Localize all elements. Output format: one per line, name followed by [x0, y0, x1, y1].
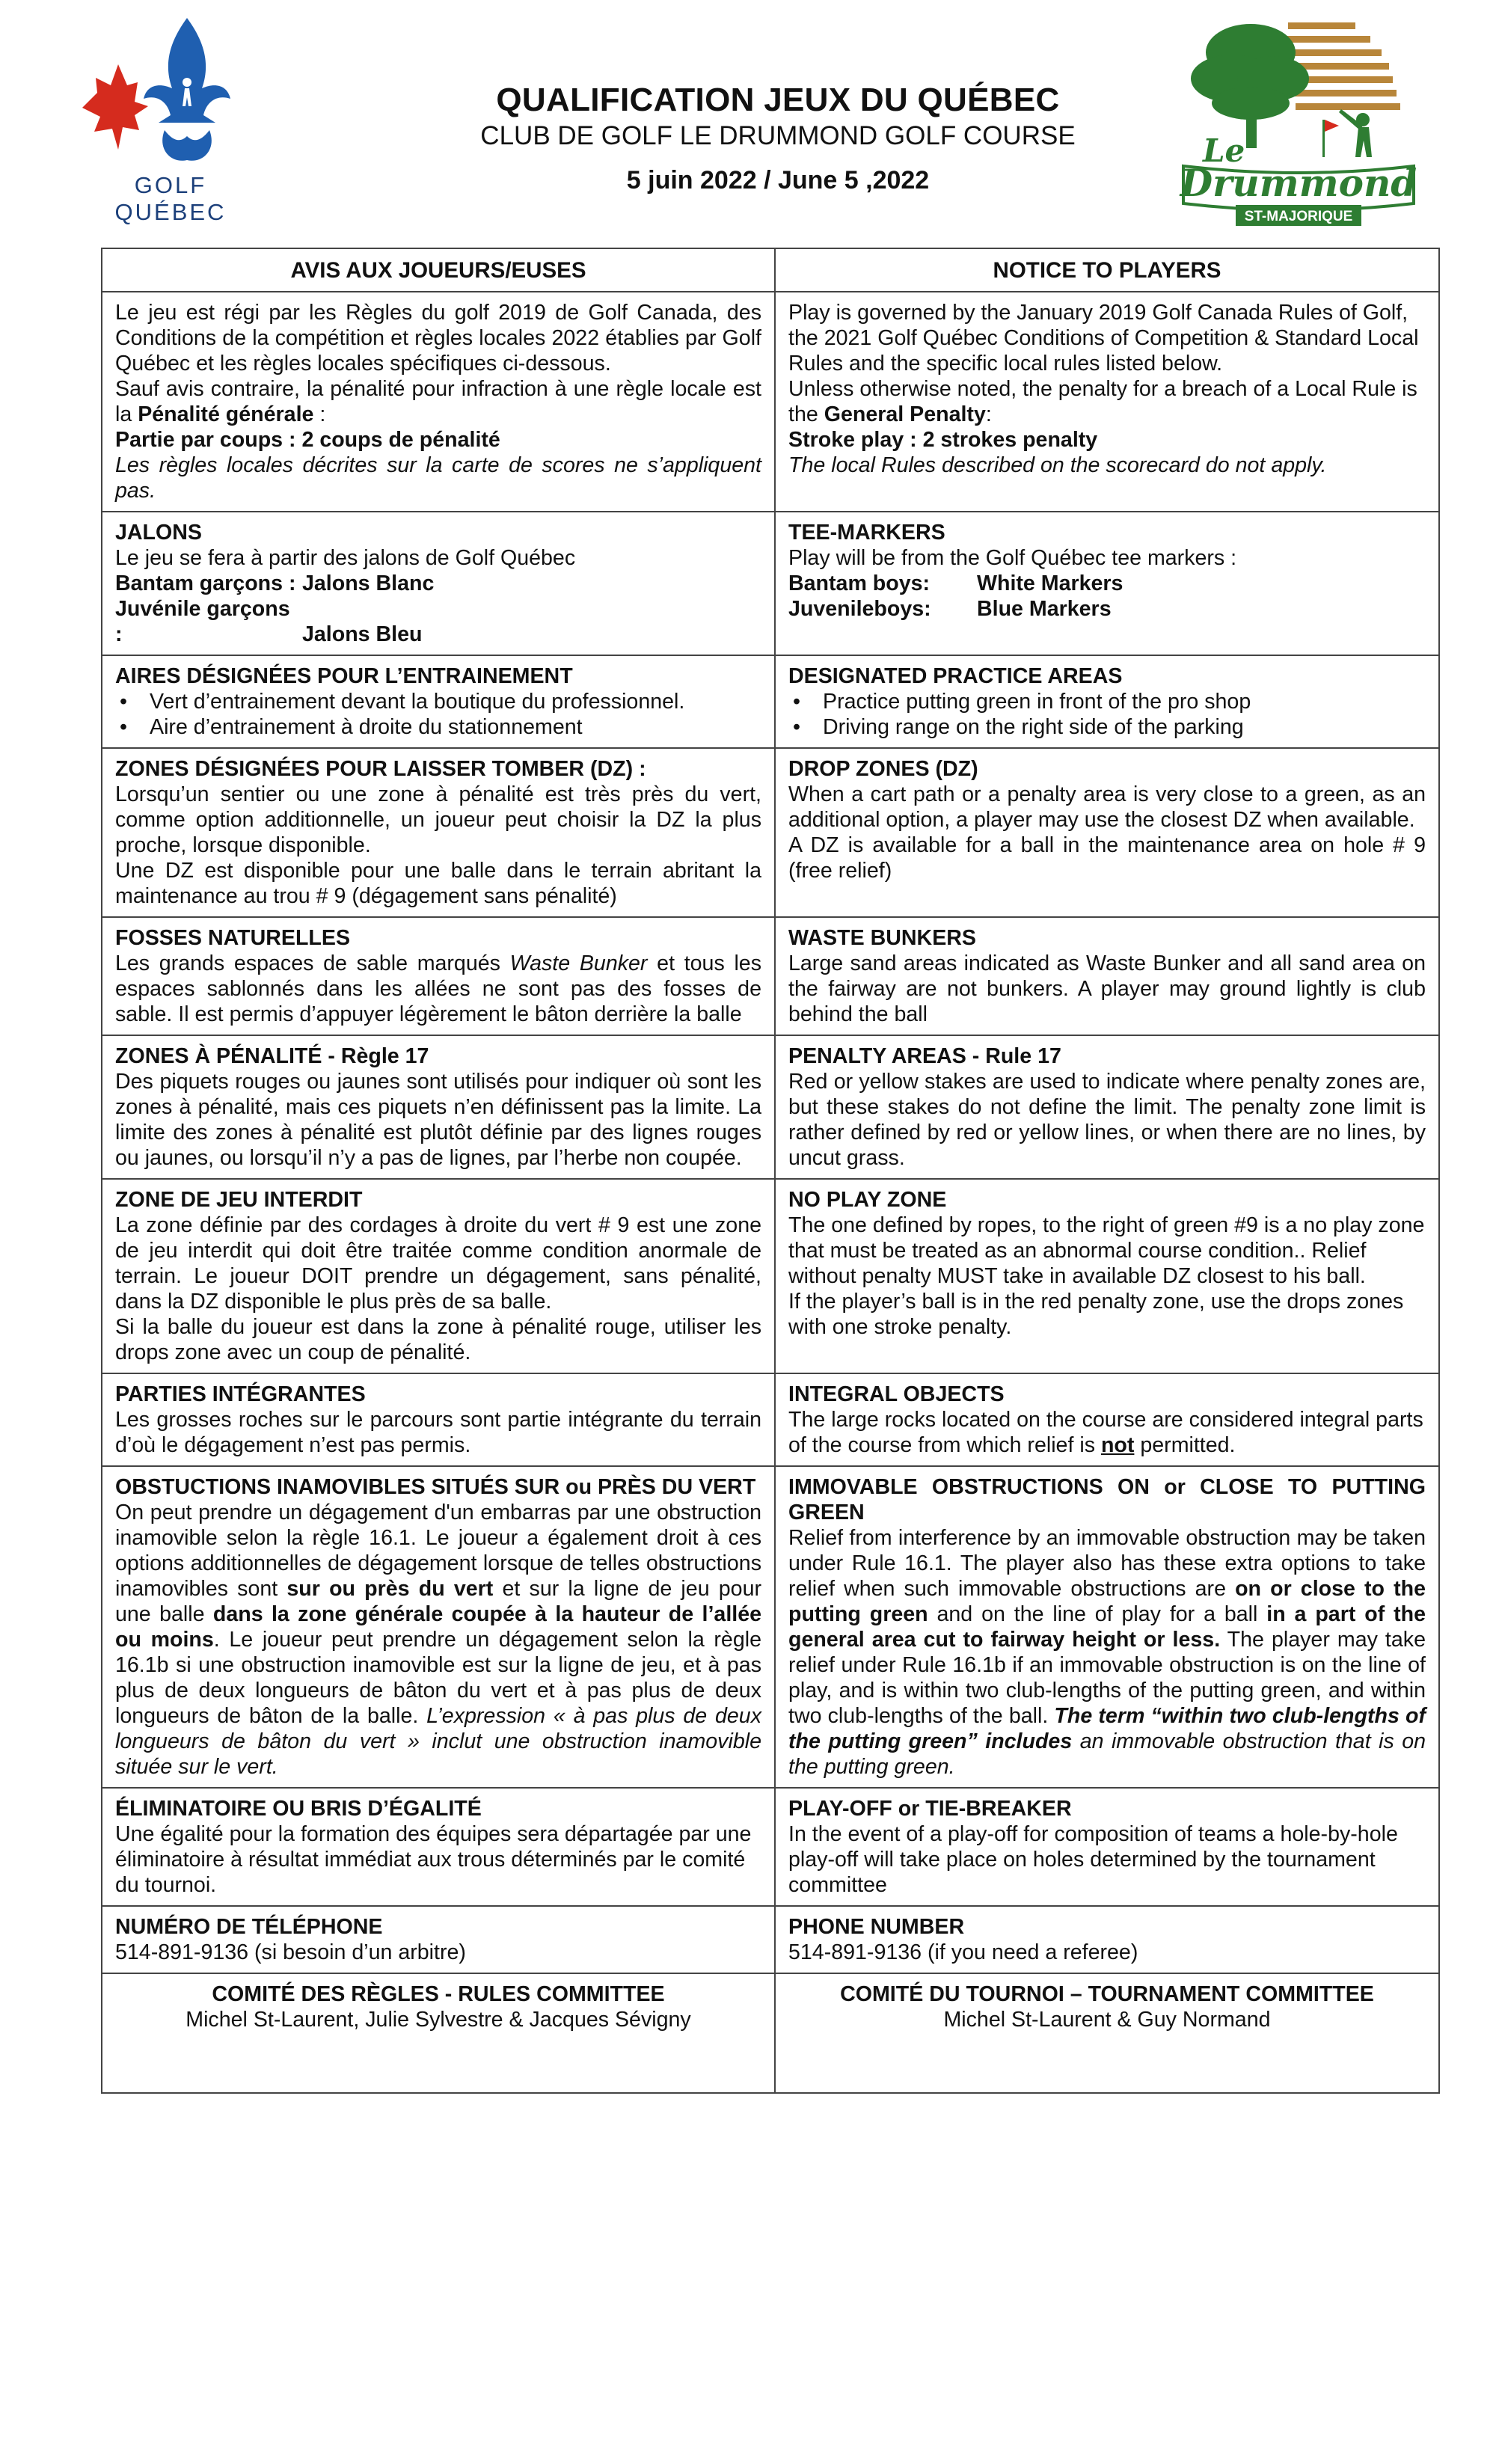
- tees-fr-line: Le jeu se fera à partir des jalons de Golf Québec: [115, 546, 576, 570]
- tees-en-row-bantam: [788, 571, 1426, 596]
- waste-fr-text-1: Les grands espaces de sable marqués: [115, 951, 510, 975]
- document-title: QUALIFICATION JEUX DU QUÉBEC: [496, 82, 1060, 118]
- intro-en-paragraph: Play is governed by the January 2019 Golf Canada Rules of Golf, the 2021 Golf Québec Conditions of Competition & Standard Local Rules and the specific local rules listed below.: [788, 301, 1419, 376]
- noplay-fr-title: ZONE DE JEU INTERDIT: [115, 1188, 363, 1212]
- integral-en-text-1: The large rocks located on the course are considered integral parts of the course from which relief is: [788, 1408, 1423, 1457]
- logo-drummond-text: Drummond: [1180, 161, 1417, 205]
- rules-committee-names: Michel St-Laurent, Julie Sylvestre & Jacques Sévigny: [186, 2008, 691, 2032]
- tees-en-bantam-value: White Markers: [977, 571, 1123, 595]
- tournament-committee-title: COMITÉ DU TOURNOI – TOURNAMENT COMMITTEE: [840, 1982, 1374, 2006]
- phone-fr-number: 514-891-9136 (si besoin d’un arbitre): [115, 1940, 466, 1964]
- rules-committee-title: COMITÉ DES RÈGLES - RULES COMMITTEE: [212, 1982, 665, 2006]
- penalty-row: [102, 1035, 1439, 1179]
- penalty-fr-paragraph: Des piquets rouges ou jaunes sont utilisés pour indiquer où sont les zones à pénalité, mais ces piquets n’en définissent pas la limite. La limite des zones à pénalité est plutôt définie par des lignes rouges ou jaunes, ou lorsqu’il n’y a pas de lignes, par l’herbe non coupée.: [115, 1070, 761, 1170]
- drummond-emblem-icon: [1176, 7, 1421, 226]
- obstructions-fr-text-3: . Le joueur peut prendre un dégagement selon la règle 16.1b si une obstruction inamovible est sur la ligne de jeu, et à pas plus de deux longueurs de bâton du vert et à pas plus de deux longueurs de bâton de la balle.: [115, 1628, 761, 1728]
- le-drummond-logo: [1176, 7, 1421, 226]
- noplay-fr-paragraph-2: Si la balle du joueur est dans la zone à pénalité rouge, utiliser les drops zone avec un coup de pénalité.: [115, 1315, 761, 1364]
- tournament-committee-names: Michel St-Laurent & Guy Normand: [943, 2008, 1271, 2032]
- noplay-fr-paragraph-1: La zone définie par des cordages à droite du vert # 9 est une zone de jeu interdit qui doit être traitée comme condition anormale de terrain. Le joueur DOIT prendre un dégagement, sans pénalité, dans la DZ disponible le plus près de sa balle.: [115, 1213, 761, 1314]
- phone-en-number: 514-891-9136 (if you need a referee): [788, 1940, 1138, 1964]
- integral-fr-title: PARTIES INTÉGRANTES: [115, 1382, 366, 1406]
- column-header-en: NOTICE TO PLAYERS: [775, 248, 1439, 292]
- tees-fr-title: JALONS: [115, 521, 202, 545]
- intro-fr-stroke-play: Partie par coups : 2 coups de pénalité: [115, 428, 500, 452]
- rules-committee-cell: [102, 1973, 775, 2093]
- tees-fr-juvenile-label: Juvénile garçons :: [115, 597, 290, 646]
- intro-en-colon: :: [985, 402, 992, 426]
- obstructions-fr-italic: L’expression « à pas plus de deux longueurs de bâton du vert » inclut une obstruction inamovible située sur le vert.: [115, 1704, 762, 1779]
- dropzones-en-paragraph-1: When a cart path or a penalty area is very close to a green, as an additional option, a player may use the closest DZ when available.: [788, 782, 1426, 832]
- integral-en-title: INTEGRAL OBJECTS: [788, 1382, 1005, 1406]
- phone-fr-cell: [102, 1906, 775, 1973]
- waste-en-paragraph: Large sand areas indicated as Waste Bunker and all sand area on the fairway are not bunkers. A player may ground lightly is club behind the ball: [788, 951, 1426, 1026]
- dropzones-en-title: DROP ZONES (DZ): [788, 757, 978, 781]
- noplay-fr-cell: [102, 1179, 775, 1373]
- tees-en-line: Play will be from the Golf Québec tee markers :: [788, 546, 1237, 570]
- waste-en-cell: [775, 917, 1439, 1035]
- obstructions-fr-bold-2: dans la zone générale coupée à la hauteur de l’allée ou moins: [115, 1602, 762, 1652]
- practice-row: [102, 655, 1439, 748]
- playoff-row: [102, 1788, 1439, 1906]
- obstructions-en-cell: [775, 1466, 1439, 1788]
- obstructions-en-bold-2: in a part of the general area cut to fairway height or less.: [788, 1602, 1426, 1652]
- practice-en-title: DESIGNATED PRACTICE AREAS: [788, 664, 1123, 688]
- dropzones-fr-cell: [102, 748, 775, 917]
- intro-fr-penalty-text: Sauf avis contraire, la pénalité pour infraction à une règle locale est la: [115, 377, 761, 426]
- penalty-fr-cell: [102, 1035, 775, 1179]
- tees-fr-bantam-value: Jalons Blanc: [302, 571, 435, 595]
- committees-row: [102, 1973, 1439, 2093]
- playoff-fr-cell: [102, 1788, 775, 1906]
- intro-row: [102, 292, 1439, 512]
- waste-fr-text-2: et tous les espaces sablonnés dans les allées ne sont pas des fosses de sable. Il est permis d’appuyer légèrement le bâton derrière la balle: [115, 951, 762, 1026]
- penalty-en-paragraph: Red or yellow stakes are used to indicate where penalty zones are, but these stakes do not define the limit. The penalty zone limit is rather defined by red or yellow lines, or when there are no lines, by uncut grass.: [788, 1070, 1426, 1170]
- integral-fr-paragraph: Les grosses roches sur le parcours sont partie intégrante du terrain d’où le dégagement n’est pas permis.: [115, 1408, 761, 1457]
- intro-en-stroke-play: Stroke play : 2 strokes penalty: [788, 428, 1098, 452]
- penalty-en-title: PENALTY AREAS - Rule 17: [788, 1044, 1061, 1068]
- noplay-en-cell: [775, 1179, 1439, 1373]
- tees-en-juvenile-label: Juvenileboys:: [788, 597, 931, 621]
- playoff-en-paragraph: In the event of a play-off for composition of teams a hole-by-hole play-off will take place on holes determined by the tournament committee: [788, 1822, 1398, 1897]
- noplay-en-paragraph-2: If the player’s ball is in the red penalty zone, use the drops zones with one stroke penalty.: [788, 1290, 1404, 1339]
- tees-en-cell: [775, 512, 1439, 655]
- document-subtitle: CLUB DE GOLF LE DRUMMOND GOLF COURSE: [480, 121, 1076, 150]
- intro-fr-scorecard-note: Les règles locales décrites sur la carte de scores ne s’appliquent pas.: [115, 453, 761, 503]
- list-item: • Practice putting green in front of the pro shop: [823, 689, 1426, 714]
- dropzones-row: [102, 748, 1439, 917]
- obstructions-row: [102, 1466, 1439, 1788]
- tournament-committee-cell: [775, 1973, 1439, 2093]
- playoff-en-cell: [775, 1788, 1439, 1906]
- rules-table: [101, 248, 1440, 2094]
- obstructions-fr-paragraph: [115, 1500, 761, 1780]
- logo-st-majorique-text: ST-MAJORIQUE: [1244, 209, 1353, 224]
- document-date: 5 juin 2022 / June 5 ,2022: [626, 166, 930, 194]
- document-header: [314, 81, 1242, 197]
- fleur-de-lis-logo-icon: [75, 10, 254, 227]
- tees-en-title: TEE-MARKERS: [788, 521, 945, 545]
- intro-en-general-penalty: General Penalty: [824, 402, 986, 426]
- logo-golf-text: GOLF: [134, 172, 207, 198]
- integral-en-not: not: [1100, 1433, 1135, 1457]
- list-item: • Driving range on the right side of the parking: [823, 714, 1426, 740]
- intro-en-scorecard-note: The local Rules described on the scorecard do not apply.: [788, 453, 1327, 477]
- practice-en-cell: [775, 655, 1439, 748]
- intro-en-penalty-line: [788, 376, 1426, 427]
- integral-en-text-2: permitted.: [1134, 1433, 1236, 1457]
- dropzones-fr-paragraph-1: Lorsqu’un sentier ou une zone à pénalité est très près du vert, comme option additionnelle, un joueur peut choisir la DZ la plus proche, lorsque disponible.: [115, 782, 761, 857]
- integral-fr-cell: [102, 1373, 775, 1466]
- tees-fr-bantam-label: Bantam garçons :: [115, 571, 296, 595]
- golf-quebec-logo: [75, 10, 254, 227]
- waste-fr-title: FOSSES NATURELLES: [115, 926, 351, 950]
- intro-fr-penalty-line: [115, 376, 761, 427]
- intro-en-penalty-text: Unless otherwise noted, the penalty for a breach of a Local Rule is the: [788, 377, 1417, 426]
- phone-row: [102, 1906, 1439, 1973]
- waste-en-title: WASTE BUNKERS: [788, 926, 977, 950]
- obstructions-en-italic: an immovable obstruction that is on the putting green.: [788, 1729, 1426, 1779]
- obstructions-fr-title: OBSTUCTIONS INAMOVIBLES SITUÉS SUR ou PRÈS DU VERT: [115, 1475, 756, 1499]
- tees-en-bantam-label: Bantam boys:: [788, 571, 931, 595]
- obstructions-en-text-2: and on the line of play for a ball: [928, 1602, 1267, 1626]
- tees-row: [102, 512, 1439, 655]
- obstructions-en-title: IMMOVABLE OBSTRUCTIONS ON or CLOSE TO PUTTING GREEN: [788, 1475, 1426, 1524]
- list-item: • Aire d’entrainement à droite du stationnement: [150, 714, 761, 740]
- penalty-fr-title: ZONES À PÉNALITÉ - Règle 17: [115, 1044, 429, 1068]
- playoff-fr-paragraph: Une égalité pour la formation des équipes sera départagée par une éliminatoire à résultat immédiat aux trous déterminés par le comité du tournoi.: [115, 1822, 752, 1897]
- intro-fr-general-penalty: Pénalité générale: [138, 402, 314, 426]
- phone-en-cell: [775, 1906, 1439, 1973]
- tees-fr-row-juvenile: [115, 596, 761, 647]
- integral-row: [102, 1373, 1439, 1466]
- waste-fr-waste-bunker: Waste Bunker: [509, 951, 648, 975]
- obstructions-fr-text-1: On peut prendre un dégagement d'un embarras par une obstruction inamovible selon la règle 16.1. Le joueur a également droit à ces options additionnelles de dégagement lorsque de telles obstructions inamovibles sont: [115, 1501, 761, 1601]
- intro-fr-paragraph: Le jeu est régi par les Règles du golf 2019 de Golf Canada, des Conditions de la compétition et règles locales 2022 établies par Golf Québec et les règles locales spécifiques ci-dessous.: [115, 301, 761, 376]
- logo-quebec-text: QUÉBEC: [114, 199, 227, 225]
- integral-en-cell: [775, 1373, 1439, 1466]
- obstructions-en-paragraph: [788, 1525, 1426, 1780]
- noplay-en-paragraph-1: The one defined by ropes, to the right of green #9 is a no play zone that must be treated as an abnormal course condition.. Relief without penalty MUST take in available DZ closest to his ball.: [788, 1213, 1425, 1288]
- dropzones-fr-paragraph-2: Une DZ est disponible pour une balle dans le terrain abritant la maintenance au trou # 9 (dégagement sans pénalité): [115, 859, 761, 908]
- logo-le-text: Le: [1203, 132, 1245, 169]
- integral-en-paragraph: [788, 1407, 1426, 1458]
- column-header-fr: AVIS AUX JOUEURS/EUSES: [102, 248, 775, 292]
- waste-fr-paragraph: [115, 951, 761, 1027]
- penalty-en-cell: [775, 1035, 1439, 1179]
- obstructions-en-text-1: Relief from interference by an immovable obstruction may be taken under Rule 16.1. The player also has these extra options to take relief when such immovable obstructions are: [788, 1526, 1426, 1601]
- dropzones-en-paragraph-2: A DZ is available for a ball in the maintenance area on hole # 9 (free relief): [788, 833, 1426, 883]
- practice-fr-cell: [102, 655, 775, 748]
- phone-en-title: PHONE NUMBER: [788, 1915, 965, 1939]
- obstructions-en-bold-italic: The term “within two club-lengths of the putting green” includes: [788, 1704, 1426, 1753]
- practice-en-list: [788, 689, 1426, 740]
- tees-fr-row-bantam: [115, 571, 761, 596]
- playoff-en-title: PLAY-OFF or TIE-BREAKER: [788, 1797, 1072, 1821]
- tees-fr-juvenile-value: Jalons Bleu: [302, 622, 423, 646]
- practice-fr-title: AIRES DÉSIGNÉES POUR L’ENTRAINEMENT: [115, 664, 573, 688]
- obstructions-fr-bold-1: sur ou près du vert: [286, 1577, 494, 1601]
- waste-fr-cell: [102, 917, 775, 1035]
- phone-fr-title: NUMÉRO DE TÉLÉPHONE: [115, 1915, 383, 1939]
- dropzones-fr-title: ZONES DÉSIGNÉES POUR LAISSER TOMBER (DZ) :: [115, 757, 646, 781]
- column-header-row: [102, 248, 1439, 292]
- list-item: • Vert d’entrainement devant la boutique du professionnel.: [150, 689, 761, 714]
- tees-en-row-juvenile: [788, 596, 1426, 622]
- noplay-row: [102, 1179, 1439, 1373]
- obstructions-fr-text-2: et sur la ligne de jeu pour une balle: [115, 1577, 761, 1626]
- tees-fr-cell: [102, 512, 775, 655]
- tees-en-juvenile-value: Blue Markers: [977, 597, 1112, 621]
- practice-fr-list: [115, 689, 761, 740]
- intro-fr-colon: :: [313, 402, 326, 426]
- dropzones-en-cell: [775, 748, 1439, 917]
- noplay-en-title: NO PLAY ZONE: [788, 1188, 947, 1212]
- intro-en-cell: [775, 292, 1439, 512]
- obstructions-en-bold-1: on or close to the putting green: [788, 1577, 1426, 1626]
- playoff-fr-title: ÉLIMINATOIRE OU BRIS D’ÉGALITÉ: [115, 1797, 482, 1821]
- waste-row: [102, 917, 1439, 1035]
- obstructions-en-text-3: The player may take relief under Rule 16.1b if an immovable obstruction is on the line of play, and is within two club-lengths of the putting green, and within two club-lengths of the ball.: [788, 1628, 1426, 1728]
- obstructions-fr-cell: [102, 1466, 775, 1788]
- intro-fr-cell: [102, 292, 775, 512]
